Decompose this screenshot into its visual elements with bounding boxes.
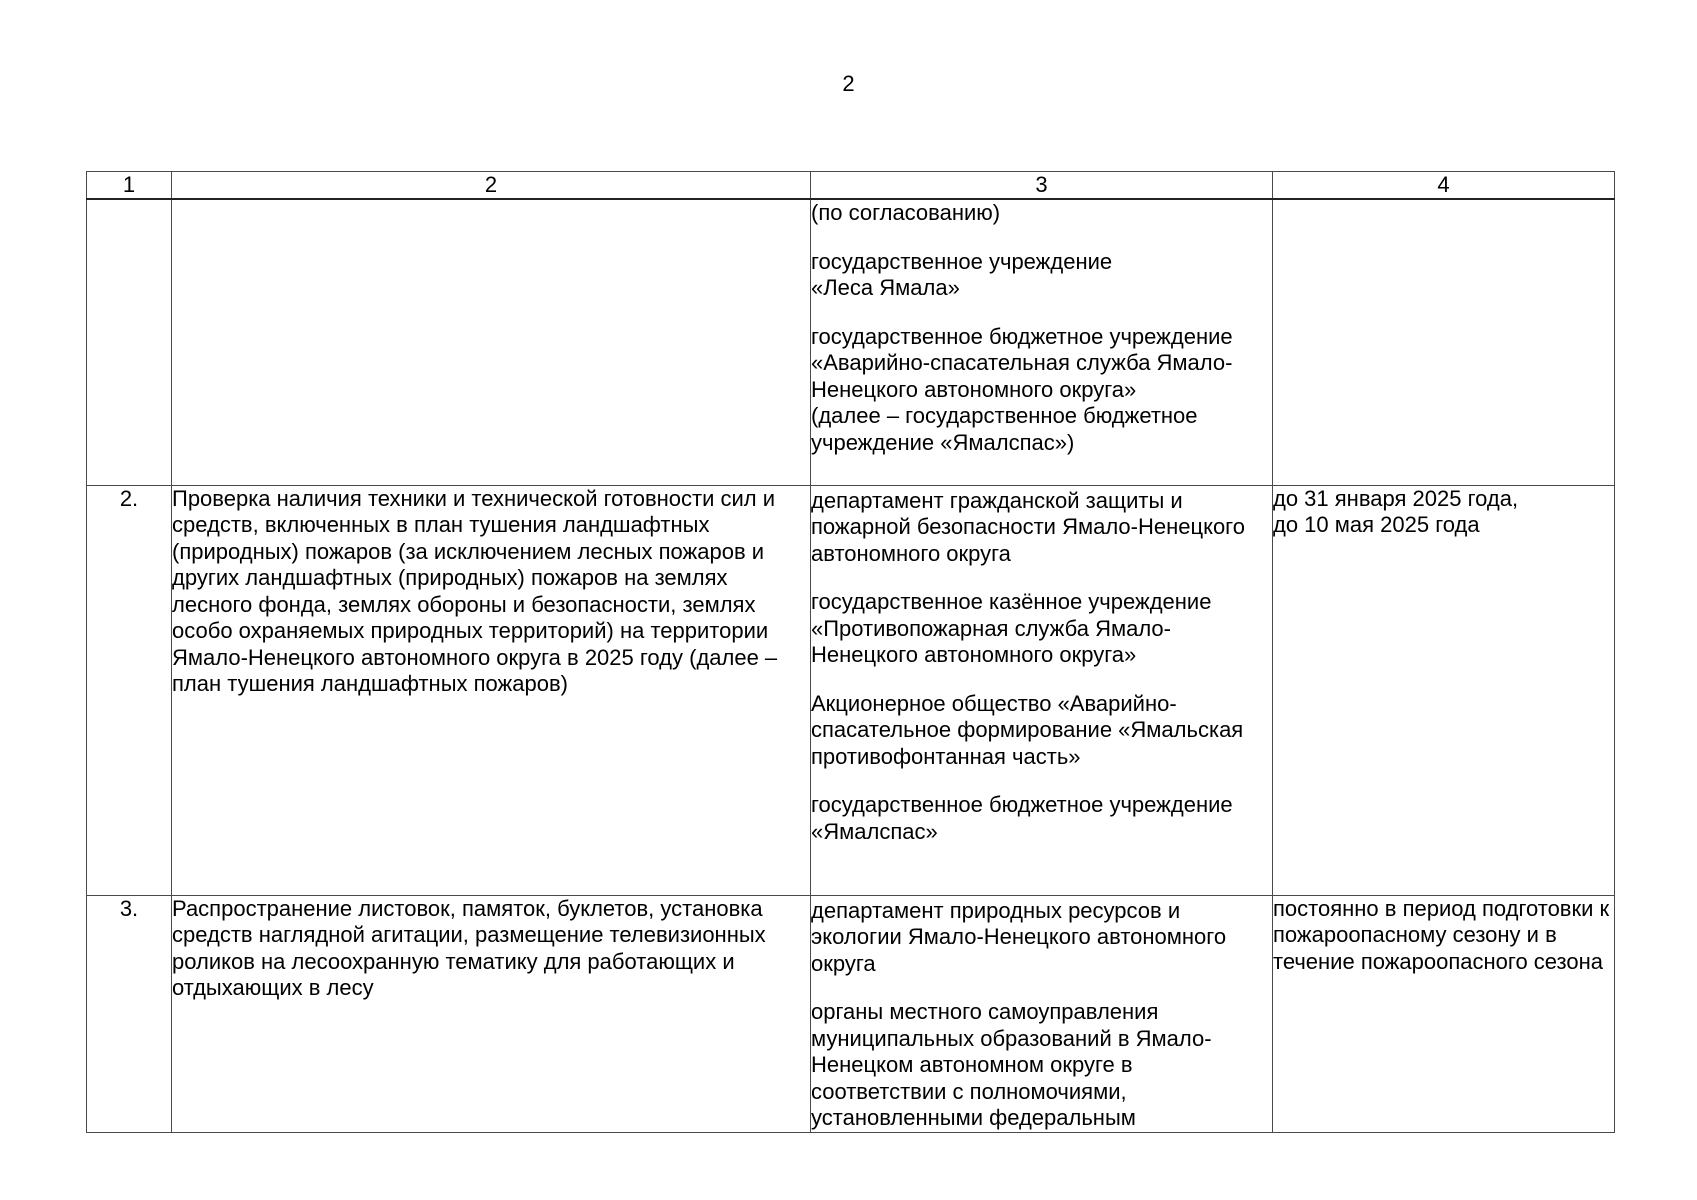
col-header-1: 1 xyxy=(87,172,172,200)
executor-line: (далее – государственное бюджетное учреждение «Ямалспас») xyxy=(811,403,1198,455)
row-number xyxy=(87,199,172,485)
plan-table xyxy=(86,171,1615,1133)
task-cell: Распространение листовок, памяток, буклетов, установка средств наглядной агитации, размещение телевизионных роликов на лесоохранную тематику для работающих и отдыхающих в лесу xyxy=(172,895,811,1132)
executor-item xyxy=(811,324,1272,457)
executor-item: Акционерное общество «Аварийно-спасательное формирование «Ямальская противофонтанная часть» xyxy=(811,690,1244,769)
col-header-3: 3 xyxy=(811,172,1273,200)
executor-item: государственное бюджетное учреждение «Ямалспас» xyxy=(811,792,1233,844)
table-row xyxy=(87,895,1615,1132)
executor-item xyxy=(811,249,1272,302)
executors-cell xyxy=(811,485,1273,895)
executor-line: «Леса Ямала» xyxy=(811,275,960,300)
page-number: 2 xyxy=(842,71,855,96)
row-number: 2. xyxy=(87,485,172,895)
executor-line: государственное учреждение xyxy=(811,248,1113,274)
term-cell xyxy=(1273,485,1615,895)
executor-item: органы местного самоуправления муниципальных образований в Ямало-Ненецком автономном округе в соответствии с полномочиями, установленными федеральным xyxy=(811,999,1212,1130)
table-row xyxy=(87,485,1615,895)
header-row xyxy=(87,172,1615,200)
executor-text: государственное бюджетное учреждение «Аварийно-спасательная служба Ямало-Ненецкого автономного округа» xyxy=(811,323,1233,402)
term-line: до 10 мая 2025 года xyxy=(1273,512,1480,537)
col-header-2: 2 xyxy=(172,172,811,200)
task-cell xyxy=(172,199,811,485)
executor-item: департамент природных ресурсов и экологии Ямало-Ненецкого автономного округа xyxy=(811,897,1227,976)
executor-item: (по согласованию) xyxy=(811,200,1001,225)
term-cell xyxy=(1273,199,1615,485)
executors-cell xyxy=(811,895,1273,1132)
task-cell: Проверка наличия техники и технической готовности сил и средств, включенных в план тушения ландшафтных (природных) пожаров (за исключением лесных пожаров и других ландшафтных (природных) пожаров на землях лесного фонда, землях обороны и безопасности, землях особо охраняемых природных территорий) на территории Ямало-Ненецкого автономного округа в 2025 году (далее – план тушения ландшафтных пожаров) xyxy=(172,485,811,895)
executor-item: государственное казённое учреждение «Противопожарная служба Ямало-Ненецкого автономного округа» xyxy=(811,589,1212,667)
row-number: 3. xyxy=(87,895,172,1132)
table-row xyxy=(87,199,1615,485)
col-header-4: 4 xyxy=(1273,172,1615,200)
executors-cell xyxy=(811,199,1273,485)
term-cell: постоянно в период подготовки к пожароопасному сезону и в течение пожароопасного сезона xyxy=(1273,895,1615,1132)
executor-item: департамент гражданской защиты и пожарной безопасности Ямало-Ненецкого автономного округа xyxy=(811,487,1245,566)
term-line: до 31 января 2025 года, xyxy=(1273,485,1519,511)
